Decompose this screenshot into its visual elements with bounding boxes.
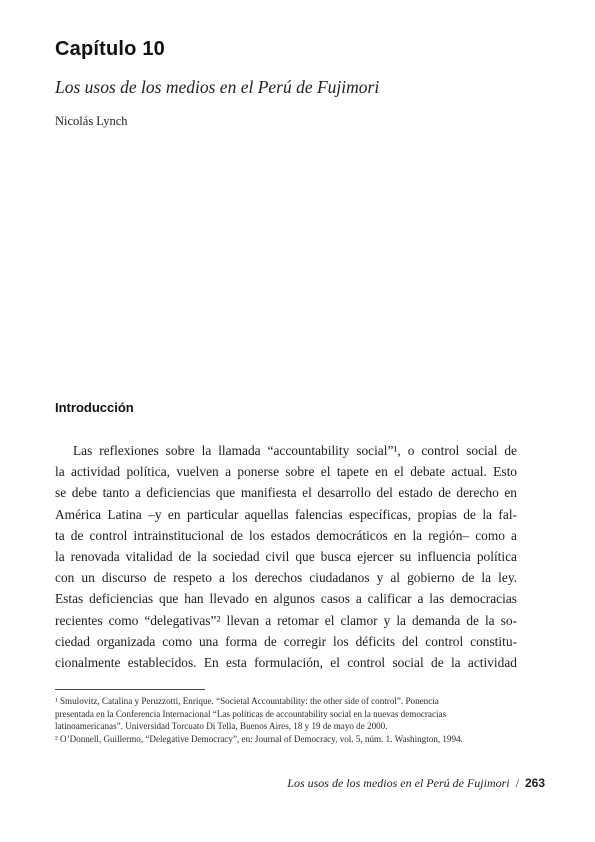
body-line: América Latina –y en particular aquellas falencias específicas, propias de la fal- bbox=[55, 506, 517, 522]
footnote-rule bbox=[55, 689, 205, 690]
chapter-label: Capítulo 10 bbox=[55, 38, 165, 60]
footnote-line: ² O’Donnell, Guillermo, “Delegative Democracy”, en: Journal of Democracy, vol. 5, núm. 1. Washington, 1994. bbox=[55, 733, 463, 744]
running-title: Los usos de los medios en el Perú de Fujimori bbox=[287, 776, 510, 790]
body-line: la renovada vitalidad de la sociedad civil que busca ejercer su influencia política bbox=[55, 549, 517, 565]
body-paragraph bbox=[55, 440, 517, 673]
footer-separator: / bbox=[515, 776, 519, 790]
page-number: 263 bbox=[524, 776, 545, 790]
running-footer bbox=[287, 776, 545, 791]
section-heading: Introducción bbox=[55, 400, 134, 415]
body-line: recientes como “delegativas”² llevan a retomar el clamor y la demanda de la so- bbox=[55, 612, 517, 628]
body-line: se debe tanto a deficiencias que manifiesta el desarrollo del estado de derecho en bbox=[55, 485, 517, 501]
footnote-line: latinoamericanas”. Universidad Torcuato Di Tella, Buenos Aires, 18 y 19 de mayo de 2000. bbox=[55, 721, 388, 732]
footnote-line: presentada en la Conferencia Internacional “Las políticas de accountability social en la nuevas democracias bbox=[55, 708, 447, 719]
body-line: cionalmente establecidos. En esta formulación, el control social de la actividad bbox=[55, 655, 517, 671]
footnote-line: ¹ Smulovitz, Catalina y Peruzzotti, Enrique. “Societal Accountability: the other side of control”. Ponencia bbox=[55, 696, 439, 706]
footnotes bbox=[55, 695, 520, 745]
chapter-title: Los usos de los medios en el Perú de Fujimori bbox=[55, 77, 380, 97]
body-line: ciedad organizada como una forma de corregir los déficits del control constitu- bbox=[55, 633, 517, 649]
body-line: la actividad política, vuelven a ponerse sobre el tapete en el debate actual. Esto bbox=[55, 464, 517, 480]
body-line: con un discurso de respeto a los derechos ciudadanos y al gobierno de la ley. bbox=[55, 570, 517, 586]
author-name: Nicolás Lynch bbox=[55, 114, 128, 128]
body-line: Estas deficiencias que han llevado en algunos casos a calificar a las democracias bbox=[55, 591, 517, 607]
body-line: ta de control intrainstitucional de los estados democráticos en la región– como a bbox=[55, 527, 517, 543]
body-line: Las reflexiones sobre la llamada “accountability social”¹, o control social de bbox=[73, 443, 517, 458]
